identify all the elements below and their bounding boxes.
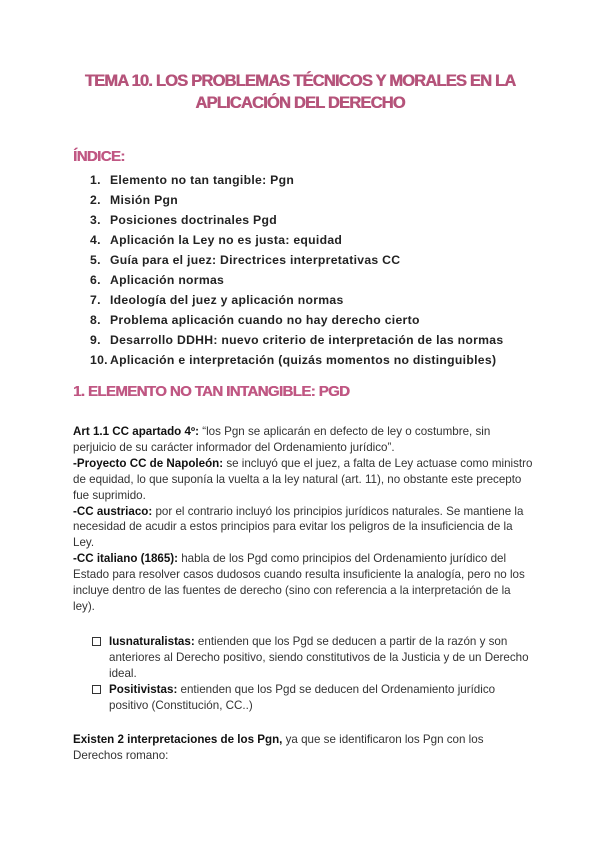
index-item: 2. Misión Pgn [90, 193, 178, 207]
index-item: 5. Guía para el juez: Directrices interpretativas CC [90, 253, 401, 267]
checkbox-list [92, 634, 532, 714]
closing-paragraph: Existen 2 interpretaciones de los Pgn, ya que se identificaron los Pgn con los Derechos romano: [73, 733, 484, 762]
checkbox-item: Iusnaturalistas: entienden que los Pgd se deducen a partir de la razón y son anteriores al Derecho positivo, siendo constitutivos de la Justicia y de un Derecho ideal. [92, 634, 532, 682]
paragraph: Art 1.1 CC apartado 4º: “los Pgn se aplicarán en defecto de ley o costumbre, sin perjuicio de su carácter informador del Ordenamiento jurídico”. [73, 425, 491, 454]
index-item: 6. Aplicación normas [90, 273, 225, 287]
index-heading: ÍNDICE: [73, 148, 125, 165]
checkbox-icon [92, 637, 101, 646]
index-list [90, 170, 503, 370]
paragraph: -Proyecto CC de Napoleón: se incluyó que el juez, a falta de Ley actuase como ministro de equidad, lo que suponía la vuelta a la ley natural (art. 11), no obstante este precepto fue suprimido. [73, 456, 533, 502]
title-line-1: TEMA 10. LOS PROBLEMAS TÉCNICOS Y MORALES EN LA [84, 72, 516, 90]
document-title [60, 70, 540, 114]
index-item: 4. Aplicación la Ley no es justa: equidad [90, 233, 343, 247]
index-item: 3. Posiciones doctrinales Pgd [90, 213, 277, 227]
index-item: 1. Elemento no tan tangible: Pgn [90, 173, 295, 187]
paragraph: -CC austriaco: por el contrario incluyó los principios jurídicos naturales. Se mantiene la necesidad de acudir a estos principios para evitar los peligros de la insuficiencia de la Ley. [73, 504, 524, 550]
section-1-heading: 1. ELEMENTO NO TAN INTANGIBLE: PGD [73, 383, 350, 400]
checkbox-icon [92, 685, 101, 694]
section-1-body [73, 424, 533, 615]
index-item: 9. Desarrollo DDHH: nuevo criterio de interpretación de las normas [90, 333, 504, 347]
title-line-2: APLICACIÓN DEL DERECHO [195, 94, 405, 112]
index-item: 7. Ideología del juez y aplicación normas [90, 293, 344, 307]
index-item: 8. Problema aplicación cuando no hay derecho cierto [90, 313, 420, 327]
paragraph: -CC italiano (1865): habla de los Pgd como principios del Ordenamiento jurídico del Estado para resolver casos dudosos cuando resulta insuficiente la analogía, pero no los incluye dentro de las fuentes de derecho (sino con referencia a la interpretación de la ley). [73, 552, 525, 613]
checkbox-item: Positivistas: entienden que los Pgd se deducen del Ordenamiento jurídico positivo (Constitución, CC..) [92, 682, 532, 714]
index-item: 10. Aplicación e interpretación (quizás momentos no distinguibles) [90, 353, 497, 367]
